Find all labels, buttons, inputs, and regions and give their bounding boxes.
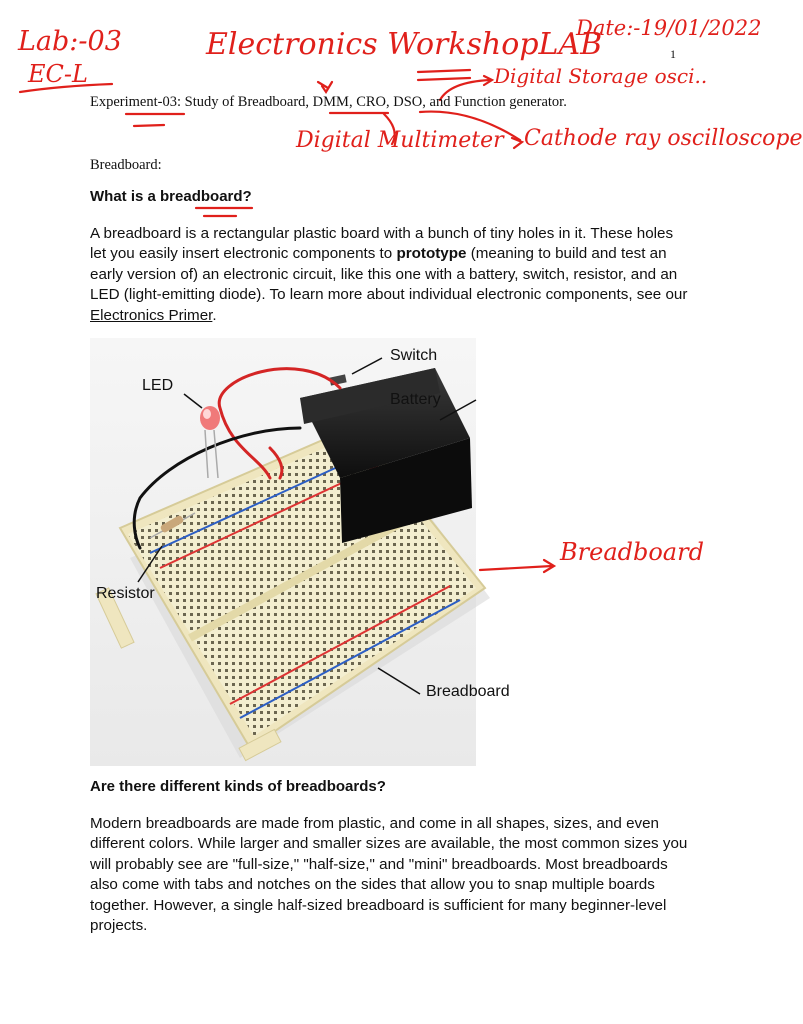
annotation-dmm: Digital Multimeter	[296, 128, 504, 153]
paragraph-breadboard-intro	[90, 224, 690, 326]
page-number: 1	[670, 47, 676, 61]
label-led: LED	[142, 377, 174, 394]
heading-kinds-of-breadboards: Are there different kinds of breadboards?	[90, 778, 386, 795]
annotation-breadboard: Breadboard	[560, 538, 704, 566]
heading-keyword: breadboard	[160, 188, 243, 205]
intro-bold-prototype: prototype	[396, 245, 467, 263]
experiment-title: Experiment-03: Study of Breadboard, DMM, CRO, DSO, and Function generator.	[90, 94, 567, 110]
annotation-date: Date:-19/01/2022	[576, 16, 762, 40]
electronics-primer-link[interactable]: Electronics Primer	[90, 306, 213, 324]
breadboard-photo	[90, 338, 510, 766]
intro-text-a: A breadboard is a rectangular plastic board with a bunch of tiny holes in it. These holes let you easily insert electronic components to	[90, 225, 674, 263]
paragraph-breadboard-kinds: Modern breadboards are made from plastic, and come in all shapes, sizes, and even different colors. While larger and smaller sizes are available, the most common sizes you will probably see are "full-size," "half-size," and "mini" breadboards. Most breadboards also come with tabs and notches on the sides that allow you to snap multiple boards together. However, a single half-sized breadboard is sufficient for many beginner-level projects.	[90, 815, 688, 935]
label-resistor: Resistor	[96, 585, 155, 602]
section-label: Breadboard:	[90, 157, 162, 173]
annotation-lab-number: Lab:-03	[18, 26, 122, 57]
heading-what-is-breadboard	[90, 188, 252, 205]
label-switch: Switch	[390, 347, 438, 364]
intro-text-b: (meaning to build and test an early version of) an electronic circuit, like this one with a battery, switch, resistor, and an LED (light-emitting diode). To learn more about individual electronic components, see our	[90, 245, 688, 304]
label-battery: Battery	[390, 391, 441, 408]
intro-text-end: .	[212, 306, 217, 324]
annotation-ec: EC-L	[28, 60, 88, 88]
heading-suffix: ?	[242, 188, 252, 205]
annotation-dso: Digital Storage osci..	[494, 64, 708, 88]
heading-prefix: What is a	[90, 188, 161, 205]
annotation-cro: Cathode ray oscilloscope	[524, 126, 803, 151]
label-breadboard: Breadboard	[426, 683, 510, 700]
annotation-title: Electronics WorkshopLAB	[206, 27, 603, 62]
